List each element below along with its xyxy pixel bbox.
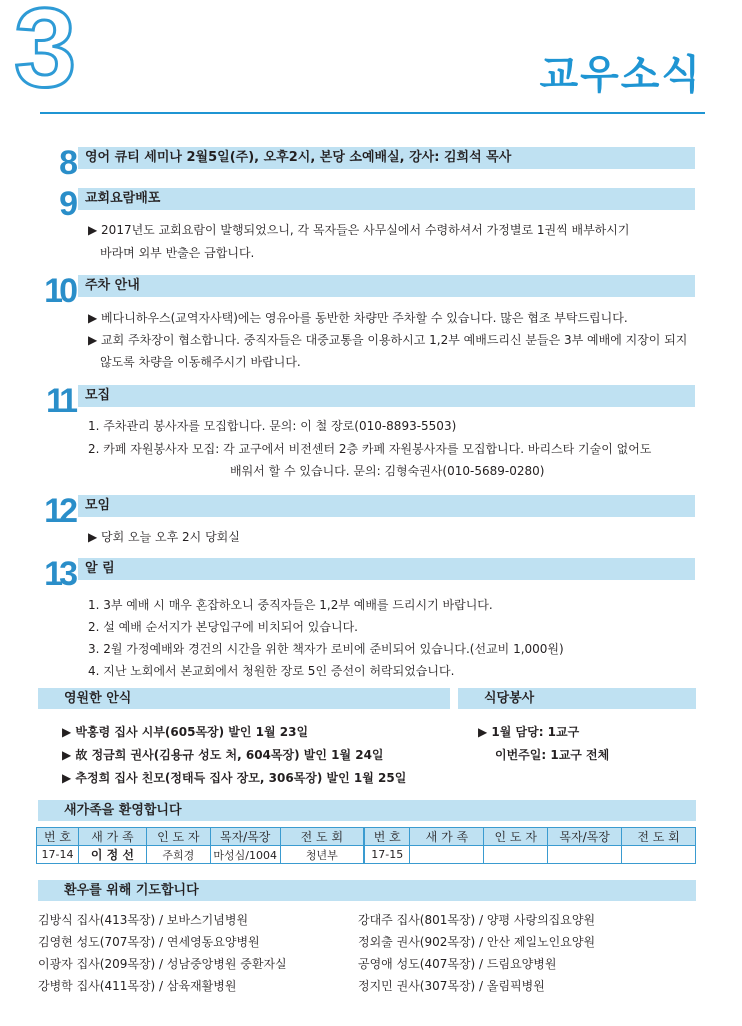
- header-guide-2: 인 도 자: [484, 828, 548, 846]
- prayer-right-1: 강대주 집사(801목장) / 양평 사랑의집요양원: [358, 913, 596, 927]
- section-11-number: 11: [46, 382, 74, 420]
- prayer-left-3: 이광자 집사(209목장) / 성남중앙병원 중환자실: [38, 957, 287, 971]
- section-13-line-2: 2. 설 예배 순서지가 본당입구에 비치되어 있습니다.: [88, 620, 358, 634]
- funeral-bar: [38, 688, 450, 709]
- header-mission: 전 도 회: [280, 828, 364, 846]
- page-title: 교우소식: [539, 52, 702, 98]
- section-12-title: 모임: [85, 498, 111, 513]
- section-9-line-1: ▶ 2017년도 교회요람이 발행되었으니, 각 목자들은 사무실에서 수령하셔서 가정별로 1권씩 배부하시기: [88, 223, 630, 237]
- meal-line-2: 이번주일: 1교구 전체: [495, 748, 610, 762]
- section-11-bar: [78, 385, 695, 407]
- prayer-right-4: 정지민 권사(307목장) / 올림픽병원: [358, 979, 545, 993]
- section-8-title: 영어 큐티 세미나 2월5일(주), 오후2시, 본당 소예배실, 강사: 김희석 목사: [85, 150, 512, 165]
- funeral-line-2: ▶ 故 정금희 권사(김용규 성도 처, 604목장) 발인 1월 24일: [62, 748, 384, 762]
- header-new-family-2: 새 가 족: [410, 828, 484, 846]
- cell-shepherd: 마성심/1004: [210, 846, 280, 864]
- cell-shepherd-2: [548, 846, 622, 864]
- section-12-line-1: ▶ 당회 오늘 오후 2시 당회실: [88, 530, 240, 544]
- cell-new-family-2: [410, 846, 484, 864]
- section-8-number: 8: [59, 144, 74, 182]
- section-13-title: 알 림: [85, 561, 115, 576]
- section-10-number: 10: [44, 272, 74, 310]
- header-new-family: 새 가 족: [78, 828, 146, 846]
- section-9-number: 9: [59, 185, 74, 223]
- table-row: [37, 846, 696, 864]
- cell-number: 17-14: [37, 846, 79, 864]
- cell-new-family: 이 정 선: [78, 846, 146, 864]
- section-10-title: 주차 안내: [85, 278, 140, 293]
- section-11-line-3: 배워서 할 수 있습니다. 문의: 김형숙권사(010-5689-0280): [230, 464, 545, 478]
- section-10-line-2: ▶ 교회 주차장이 협소합니다. 중직자들은 대중교통을 이용하시고 1,2부 예배드리신 분들은 3부 예배에 지장이 되지: [88, 333, 688, 347]
- cell-guide-2: [484, 846, 548, 864]
- cell-number-2: 17-15: [364, 846, 410, 864]
- cell-mission: 청년부: [280, 846, 364, 864]
- section-12-number: 12: [44, 492, 74, 530]
- section-9-title: 교회요람배포: [85, 191, 161, 206]
- prayer-right-2: 정외출 권사(902목장) / 안산 제일노인요양원: [358, 935, 596, 949]
- header-number-2: 번 호: [364, 828, 410, 846]
- title-rule: [40, 112, 705, 114]
- section-13-number: 13: [44, 555, 74, 593]
- section-13-bar: [78, 558, 695, 580]
- header-mission-2: 전 도 회: [622, 828, 696, 846]
- section-13-line-4: 4. 지난 노회에서 본교회에서 청원한 장로 5인 증선이 허락되었습니다.: [88, 664, 455, 678]
- funeral-line-3: ▶ 추정희 집사 친모(정태득 집사 장모, 306목장) 발인 1월 25일: [62, 771, 407, 785]
- prayer-left-4: 강병학 집사(411목장) / 삼육재활병원: [38, 979, 237, 993]
- section-9-line-2: 바라며 외부 반출은 금합니다.: [100, 246, 255, 260]
- prayer-left-2: 김영현 성도(707목장) / 연세영동요양병원: [38, 935, 260, 949]
- page-number: 3: [14, 0, 77, 110]
- welcome-header-row: [37, 828, 696, 846]
- section-12-bar: [78, 495, 695, 517]
- funeral-title: 영원한 안식: [64, 691, 132, 706]
- section-11-title: 모집: [85, 388, 111, 403]
- section-11-line-1: 1. 주차관리 봉사자를 모집합니다. 문의: 이 철 장로(010-8893-5503): [88, 419, 457, 433]
- section-8-bar: [78, 147, 695, 169]
- welcome-bar: [38, 800, 696, 821]
- section-10-line-1: ▶ 베다니하우스(교역자사택)에는 영유아를 동반한 차량만 주차할 수 있습니다. 많은 협조 부탁드립니다.: [88, 311, 628, 325]
- meal-bar: [458, 688, 696, 709]
- prayer-right-3: 공영애 성도(407목장) / 드림요양병원: [358, 957, 557, 971]
- cell-guide: 주희경: [146, 846, 210, 864]
- cell-mission-2: [622, 846, 696, 864]
- header-shepherd: 목자/목장: [210, 828, 280, 846]
- header-number: 번 호: [37, 828, 79, 846]
- header-guide: 인 도 자: [146, 828, 210, 846]
- prayer-title: 환우를 위해 기도합니다: [64, 883, 199, 898]
- welcome-title: 새가족을 환영합니다: [64, 803, 182, 818]
- section-13-line-3: 3. 2월 가정예배와 경건의 시간을 위한 책자가 로비에 준비되어 있습니다.(선교비 1,000원): [88, 642, 564, 656]
- section-10-bar: [78, 275, 695, 297]
- funeral-line-1: ▶ 박홍령 집사 시부(605목장) 발인 1월 23일: [62, 725, 309, 739]
- prayer-bar: [38, 880, 696, 901]
- welcome-table: [36, 827, 696, 864]
- section-13-line-1: 1. 3부 예배 시 매우 혼잡하오니 중직자들은 1,2부 예배를 드리시기 바랍니다.: [88, 598, 493, 612]
- section-9-bar: [78, 188, 695, 210]
- meal-line-1: ▶ 1월 담당: 1교구: [478, 725, 580, 739]
- header-shepherd-2: 목자/목장: [548, 828, 622, 846]
- section-10-line-3: 않도록 차량을 이동해주시기 바랍니다.: [100, 355, 301, 369]
- prayer-left-1: 김방식 집사(413목장) / 보바스기념병원: [38, 913, 249, 927]
- meal-title: 식당봉사: [484, 691, 535, 706]
- section-11-line-2: 2. 카페 자원봉사자 모집: 각 교구에서 비전센터 2층 카페 자원봉사자를 모집합니다. 바리스타 기술이 없어도: [88, 442, 652, 456]
